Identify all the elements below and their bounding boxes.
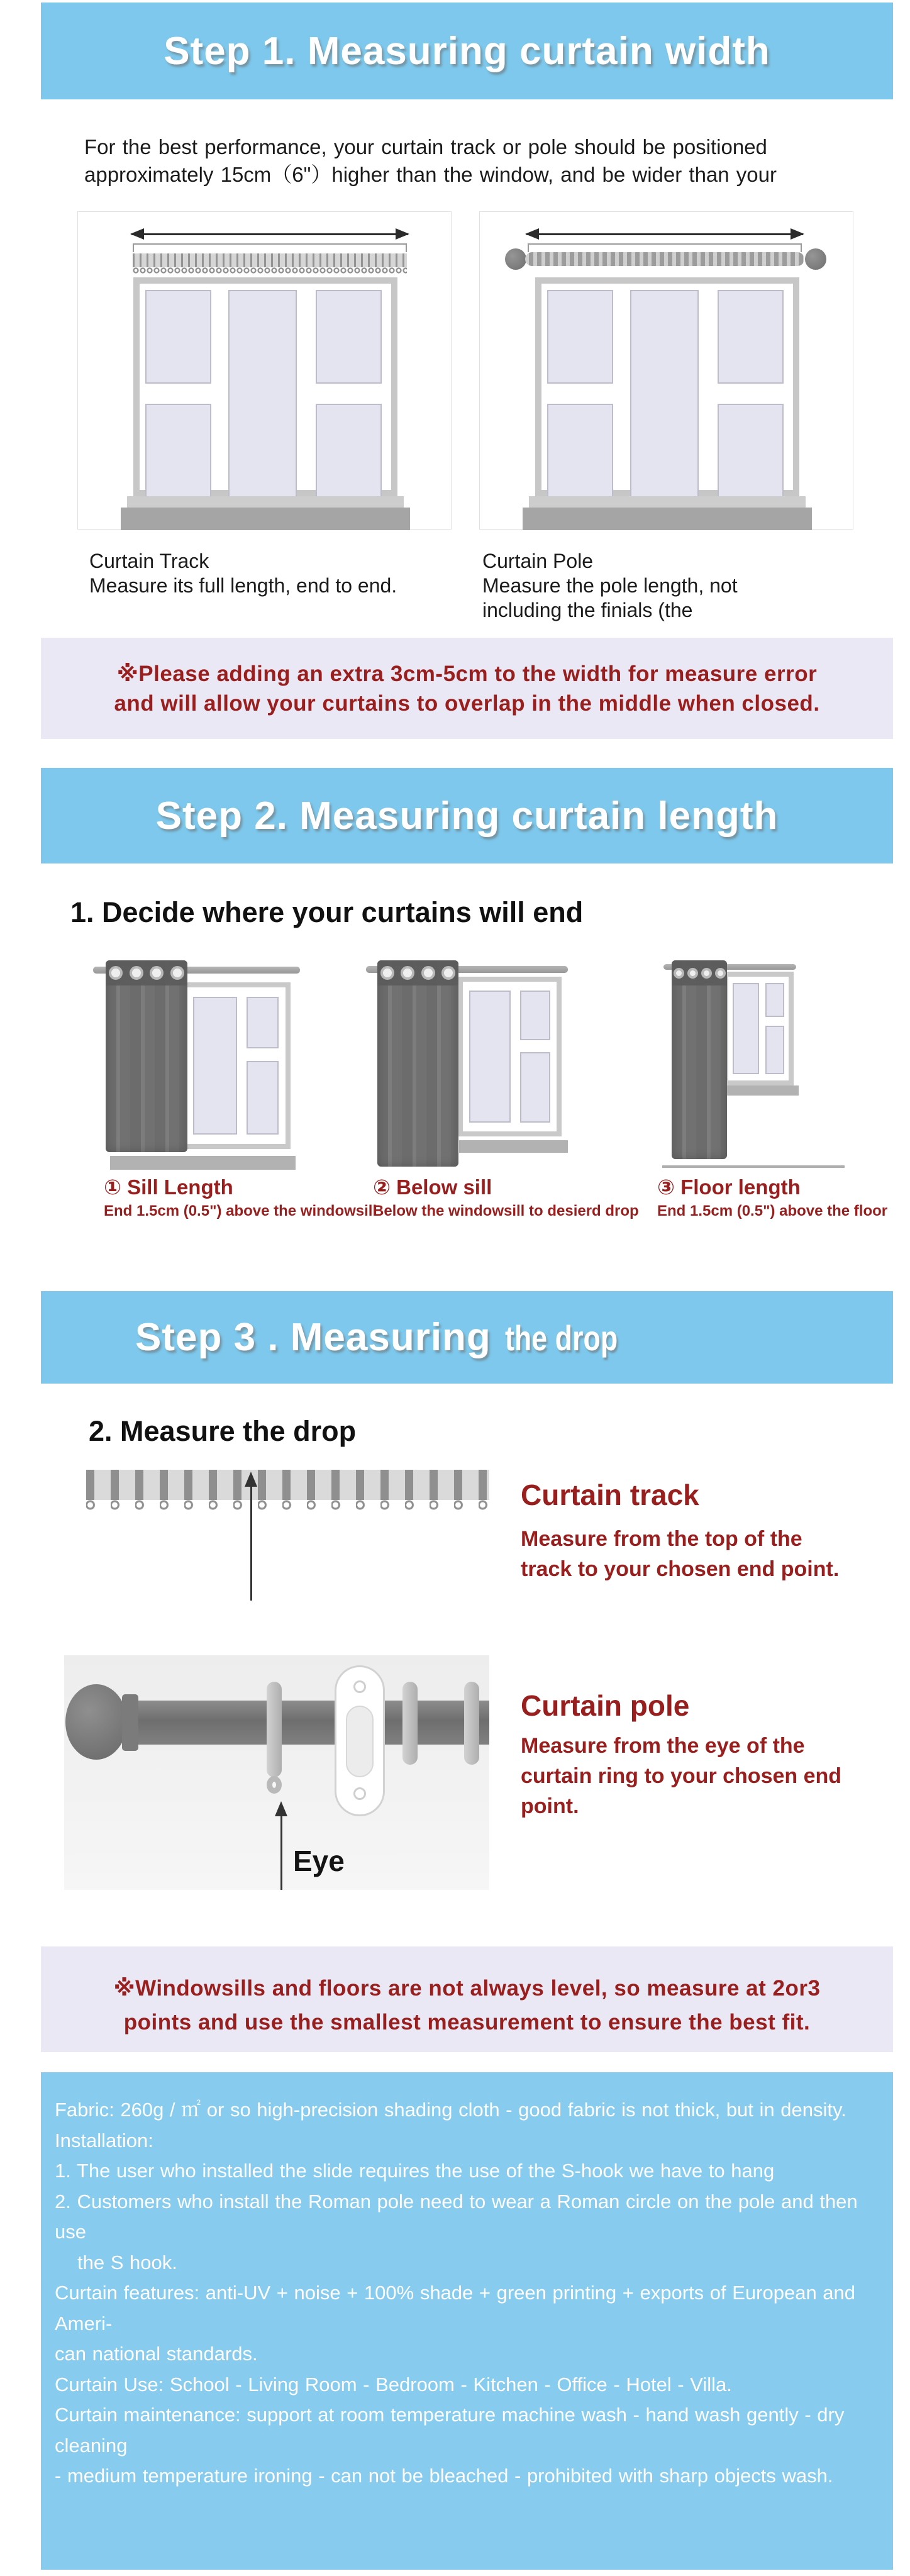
footer-line: can national standards. bbox=[55, 2343, 258, 2365]
step3-heading: 2. Measure the drop bbox=[89, 1415, 357, 1447]
pole-finial bbox=[505, 248, 526, 270]
bracket-screw bbox=[353, 1787, 366, 1800]
option1-desc: End 1.5cm (0.5") above the windowsill bbox=[104, 1202, 377, 1219]
window-sill bbox=[719, 1085, 799, 1096]
pole-drop-line1: Measure from the eye of the bbox=[521, 1734, 805, 1758]
ring-eye bbox=[267, 1776, 282, 1794]
grommet-icon bbox=[170, 966, 184, 980]
window-pane bbox=[630, 290, 699, 518]
footer-line: Curtain features: anti-UV + noise + 100% shade + green printing + exports of European and Ameri- bbox=[55, 2282, 856, 2334]
footer-line: - medium temperature ironing - can not be bleached - prohibited with sharp objects wash. bbox=[55, 2465, 833, 2487]
grommet-icon bbox=[130, 966, 143, 980]
pole-illustration bbox=[127, 1701, 489, 1745]
window-pane bbox=[193, 997, 237, 1135]
product-details-panel bbox=[41, 2072, 893, 2570]
option1-label: ① Sill Length bbox=[104, 1175, 233, 1199]
level-note bbox=[41, 1946, 893, 2052]
grommet-icon bbox=[150, 966, 164, 980]
curtain-ring bbox=[464, 1682, 479, 1765]
curtain-header bbox=[377, 960, 458, 985]
pole-drop-title: Curtain pole bbox=[521, 1689, 690, 1722]
option3-label: ③ Floor length bbox=[657, 1175, 801, 1199]
step2-banner bbox=[41, 768, 893, 863]
pole-caption-line1: Measure the pole length, not bbox=[482, 574, 738, 597]
step1-intro bbox=[84, 133, 777, 189]
grommet-icon bbox=[401, 966, 414, 980]
window-sill bbox=[127, 496, 404, 508]
window-pane bbox=[520, 991, 550, 1040]
grommet-icon bbox=[687, 968, 698, 979]
dimension-bracket bbox=[528, 243, 802, 252]
grommet-icon bbox=[380, 966, 394, 980]
width-arrow-icon bbox=[526, 233, 803, 235]
curtain-ring bbox=[402, 1682, 418, 1765]
window-illustration bbox=[723, 972, 794, 1085]
pole-eye-diagram bbox=[64, 1655, 489, 1890]
grommet-icon bbox=[421, 966, 435, 980]
step3-banner-sub: the drop bbox=[504, 1318, 618, 1358]
footer-line: Installation: bbox=[55, 2129, 153, 2151]
grommet-icon bbox=[701, 968, 712, 979]
pole-neck bbox=[122, 1694, 138, 1751]
grommet-icon bbox=[715, 968, 726, 979]
window-pane bbox=[765, 983, 785, 1017]
footer-line: 2. Customers who install the Roman pole need to wear a Roman circle on the pole and then use bbox=[55, 2190, 858, 2243]
window-pane bbox=[145, 290, 211, 384]
track-gliders bbox=[86, 1500, 489, 1511]
curtain-ring bbox=[267, 1682, 282, 1777]
step2-heading: 1. Decide where your curtains will end bbox=[70, 896, 584, 928]
width-note bbox=[41, 638, 893, 739]
window-illustration bbox=[181, 982, 291, 1149]
bracket-slot bbox=[346, 1706, 374, 1777]
track-illustration bbox=[86, 1470, 489, 1500]
measure-up-arrow-icon bbox=[250, 1485, 252, 1601]
window-ledge bbox=[121, 508, 410, 530]
footer-line: Fabric: 260g / ㎡ or so high-precision shading cloth - good fabric is not thick, but in density. bbox=[55, 2099, 846, 2121]
footer-line: 1. The user who installed the slide requires the use of the S-hook we have to hang bbox=[55, 2160, 775, 2182]
curtain-header bbox=[672, 960, 727, 985]
window-pane bbox=[765, 1026, 785, 1075]
curtain-track-diagram bbox=[77, 211, 452, 530]
pole-finial bbox=[805, 248, 826, 270]
curtain-header bbox=[106, 960, 187, 985]
level-note-line2: points and use the smallest measurement to ensure the best fit. bbox=[123, 2010, 811, 2035]
window-pane bbox=[733, 983, 759, 1074]
window-pane bbox=[469, 991, 511, 1122]
step1-banner bbox=[41, 3, 893, 99]
pole-caption-title: Curtain Pole bbox=[482, 550, 594, 572]
track-gliders bbox=[133, 267, 407, 275]
window-sill bbox=[459, 1140, 568, 1153]
option3-desc: End 1.5cm (0.5") above the floor bbox=[657, 1202, 888, 1219]
step2-banner-title: Step 2. Measuring curtain length bbox=[155, 794, 779, 838]
track-drop-title: Curtain track bbox=[521, 1479, 699, 1511]
step1-intro-line2: approximately 15cm（6"）higher than the window, and be wider than your bbox=[84, 163, 777, 186]
window-pane bbox=[718, 290, 784, 384]
option2-desc: Below the windowsill to desierd drop bbox=[373, 1202, 639, 1219]
footer-line: the S hook. bbox=[77, 2251, 177, 2273]
track-caption-body: Measure its full length, end to end. bbox=[89, 574, 397, 597]
width-note-line1: ※Please adding an extra 3cm-5cm to the width for measure error bbox=[116, 662, 818, 686]
track-illustration bbox=[133, 253, 407, 267]
pole-finial bbox=[65, 1684, 127, 1760]
window-illustration bbox=[458, 977, 562, 1136]
step1-intro-line1: For the best performance, your curtain track or pole should be positioned bbox=[84, 135, 767, 158]
step3-banner-title bbox=[135, 1315, 646, 1360]
window-sill bbox=[529, 496, 806, 508]
window-pane bbox=[228, 290, 297, 518]
pole-caption bbox=[482, 549, 738, 623]
width-note-line2: and will allow your curtains to overlap in the middle when closed. bbox=[114, 691, 820, 716]
window-illustration bbox=[535, 277, 799, 530]
eye-arrow-icon bbox=[280, 1815, 282, 1890]
window-ledge bbox=[523, 508, 812, 530]
track-drop-line1: Measure from the top of the bbox=[521, 1527, 802, 1551]
level-note-line1: ※Windowsills and floors are not always level, so measure at 2or3 bbox=[113, 1976, 821, 2001]
window-illustration bbox=[133, 277, 397, 530]
window-sill bbox=[110, 1156, 296, 1170]
track-caption-title: Curtain Track bbox=[89, 550, 209, 572]
track-caption bbox=[89, 549, 397, 598]
pole-drop-line2: curtain ring to your chosen end bbox=[521, 1764, 842, 1788]
pole-illustration bbox=[525, 252, 804, 266]
track-drop-line2: track to your chosen end point. bbox=[521, 1557, 840, 1581]
width-arrow-icon bbox=[131, 233, 408, 235]
curtain-illustration bbox=[377, 960, 458, 1167]
pole-caption-line2: including the finials (the bbox=[482, 599, 693, 621]
window-pane bbox=[247, 1061, 279, 1135]
floor-line bbox=[662, 1165, 845, 1168]
grommet-icon bbox=[674, 968, 684, 979]
curtain-illustration bbox=[672, 960, 727, 1159]
window-pane bbox=[547, 290, 613, 384]
bracket-screw bbox=[353, 1680, 366, 1693]
window-pane bbox=[520, 1052, 550, 1123]
step3-banner bbox=[41, 1291, 893, 1384]
curtain-illustration bbox=[106, 960, 187, 1152]
window-pane bbox=[247, 997, 279, 1048]
option2-label: ② Below sill bbox=[373, 1175, 492, 1199]
curtain-pole-diagram bbox=[479, 211, 853, 530]
grommet-icon bbox=[441, 966, 455, 980]
grommet-icon bbox=[109, 966, 123, 980]
footer-line: Curtain maintenance: support at room temperature machine wash - hand wash gently - dry cleaning bbox=[55, 2404, 845, 2457]
footer-line: Curtain Use: School - Living Room - Bedroom - Kitchen - Office - Hotel - Villa. bbox=[55, 2373, 732, 2396]
step3-banner-main: Step 3 . Measuring bbox=[135, 1316, 491, 1359]
pole-drop-line3: point. bbox=[521, 1794, 579, 1818]
eye-label: Eye bbox=[293, 1845, 345, 1877]
window-pane bbox=[316, 290, 382, 384]
dimension-bracket bbox=[133, 243, 407, 252]
step1-banner-title: Step 1. Measuring curtain width bbox=[164, 29, 770, 73]
